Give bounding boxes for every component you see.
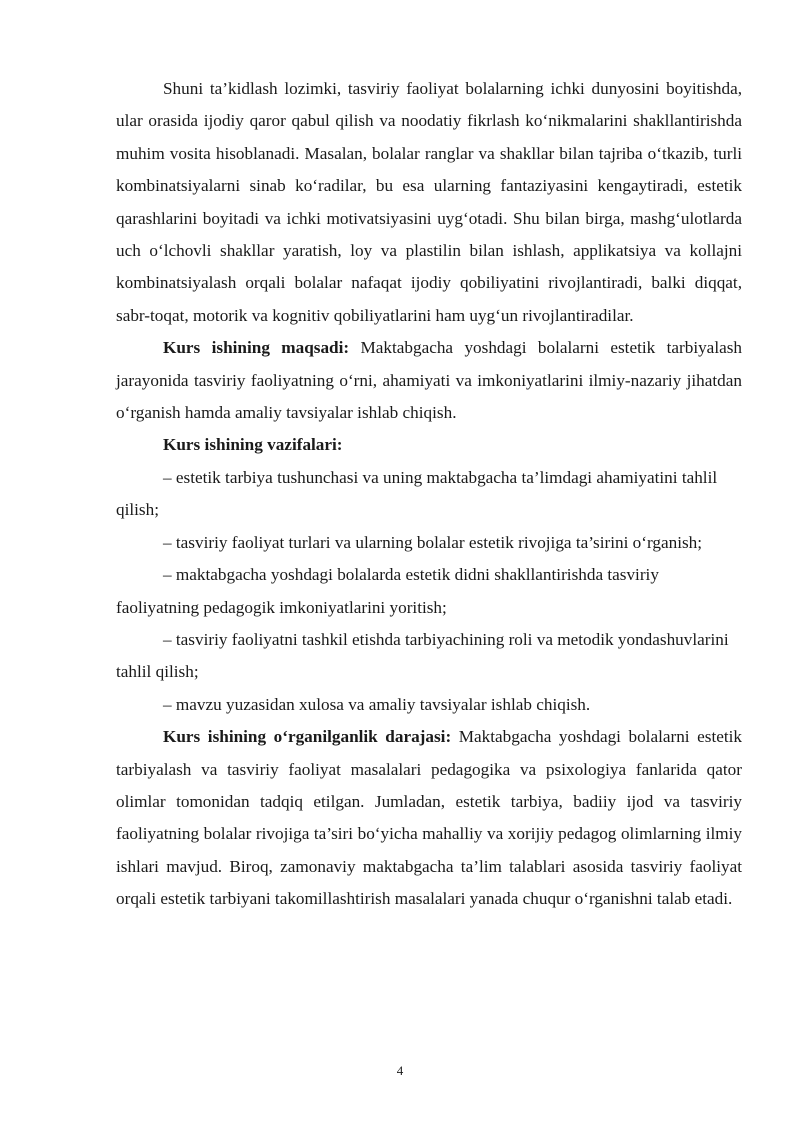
tasks-label: Kurs ishining vazifalari: xyxy=(163,435,343,455)
task-item: – maktabgacha yoshdagi bolalarda estetik didni shakllantirishda tasviriy faoliyatning pedagogik imkoniyatlarini yoritish; xyxy=(116,565,659,617)
task-item: – tasviriy faoliyatni tashkil etishda tarbiyachining roli va metodik yondashuvlarini tahlil qilish; xyxy=(116,629,729,682)
study-level-text: Maktabgacha yoshdagi bolalarni estetik tarbiyalash va tasviriy faoliyat masalalari pedagogika va psixologiya fanlarida qator olimlar tomonidan tadqiq etilgan. Jumladan, estetik tarbiya, badiiy ijod va tasviriy faoliyatning bolalar rivojiga ta’siri bo‘yicha mahalliy va xorijiy pedagog olimlarning ilmiy ishlari mavjud. Biroq, zamonaviy maktabgacha ta’lim talablari asosida tasviriy faoliyat orqali estetik tarbiyani takomillashtirish masalalari yanada chuqur o‘rganishni talab etadi. xyxy=(116,727,743,909)
task-item: – mavzu yuzasidan xulosa va amaliy tavsiyalar ishlab chiqish. xyxy=(163,694,591,714)
goal-label: Kurs ishining maqsadi: xyxy=(163,338,350,358)
intro-paragraph: Shuni ta’kidlash lozimki, tasviriy faoliyat bolalarning ichki dunyosini boyitishda, ular orasida ijodiy qaror qabul qilish va noodatiy fikrlash ko‘nikmalarini shakllantirishda muhim vosita hisoblanadi. Masalan, bolalar ranglar va shakllar bilan tajriba o‘tkazib, turli kombinatsiyalarni sinab ko‘radilar, bu esa ularning fantaziyasini kengaytiradi, estetik qarashlarini boyitadi va ichki motivatsiyasini uyg‘otadi. Shu bilan birga, mashg‘ulotlarda uch o‘lchovli shakllar yaratish, loy va plastilin bilan ishlash, applikatsiya va kollajni kombinatsiyalash orqali bolalar nafaqat ijodiy qobiliyatini rivojlantiradi, balki diqqat, sabr-toqat, motorik va kognitiv qobiliyatlarini ham uyg‘un rivojlantiradilar. xyxy=(116,79,742,325)
page-number: 4 xyxy=(396,1063,404,1078)
study-level-label: Kurs ishining o‘rganilganlik darajasi: xyxy=(163,727,452,747)
goal-text: Maktabgacha yoshdagi bolalarni estetik tarbiyalash jarayonida tasviriy faoliyatning o‘rni, ahamiyati va imkoniyatlarini ilmiy-nazariy jihatdan o‘rganish hamda amaliy tavsiyalar ishlab chiqish. xyxy=(116,338,743,423)
task-item: – estetik tarbiya tushunchasi va uning maktabgacha ta’limdagi ahamiyatini tahlil qilish; xyxy=(116,467,718,520)
task-item: – tasviriy faoliyat turlari va ularning bolalar estetik rivojiga ta’sirini o‘rganish; xyxy=(163,532,703,552)
study-level-paragraph xyxy=(116,721,742,915)
goal-paragraph xyxy=(116,332,742,429)
document-page xyxy=(116,73,742,916)
tasks-heading xyxy=(116,429,742,461)
